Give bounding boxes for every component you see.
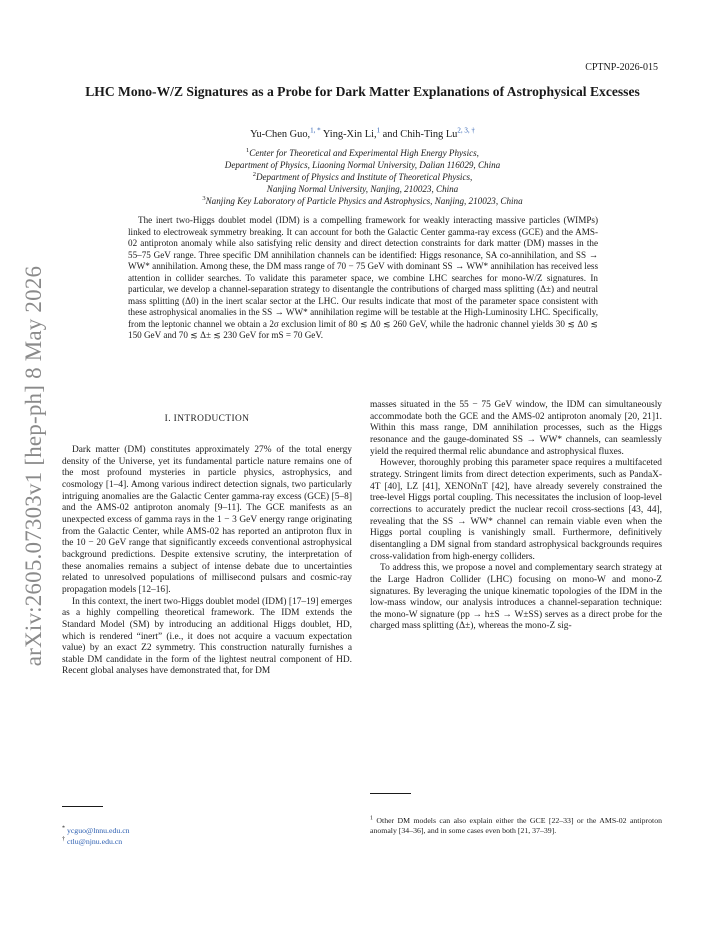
footnote-email: * ycguo@lnnu.edu.cn — [62, 825, 130, 835]
footnote-1 — [370, 816, 662, 836]
footnote-email: † ctlu@njnu.edu.cn — [62, 835, 123, 846]
affiliation-line: $^1$Center for Theoretical and Experimental High Energy Physics, — [246, 146, 479, 158]
body-paragraph: masses situated in the 55 − 75 GeV window, the IDM can simultaneously accommodate both the GCE and the AMS-02 antiproton anomaly [20, 21]1. Within this mass range, DM annihilation processes, such as the Higgs resonance and the gauge-dominated SS → WW* channels, can seamlessly yield the required thermal relic abundance and astrophysical fluxes. — [370, 400, 662, 457]
footnote-mark: 1 — [370, 815, 373, 822]
affiliations — [60, 147, 665, 207]
author-separator: and — [382, 129, 398, 140]
author-name: Ying-Xin Li, — [322, 129, 377, 140]
affiliation-line: Nanjing Normal University, Nanjing, 210023, China — [266, 184, 459, 195]
affiliation-line: $^3$Nanjing Key Laboratory of Particle Physics and Astrophysics, Nanjing, 210023, China — [202, 195, 523, 207]
paper-title: LHC Mono-W/Z Signatures as a Probe for Dark Matter Explanations of Astrophysical Excesses — [85, 84, 640, 99]
right-column — [370, 400, 662, 633]
footnote-rule-left — [62, 806, 103, 807]
abstract — [128, 215, 598, 342]
section-heading-introduction: I. INTRODUCTION — [164, 414, 250, 424]
email-link[interactable]: ycguo@lnnu.edu.cn — [66, 826, 130, 835]
affiliation-line: Department of Physics, Liaoning Normal University, Dalian 116029, China — [224, 160, 501, 171]
arxiv-identifier-stamp — [14, 256, 54, 676]
author-name: Chih-Ting Lu — [400, 129, 458, 140]
footnote-rule-right — [370, 793, 411, 794]
email-link[interactable]: ctlu@njnu.edu.cn — [66, 836, 123, 846]
abstract-text: The inert two-Higgs doublet model (IDM) is a compelling framework for weakly interacting massive particles (WIMPs) linked to electroweak symmetry breaking. It can account for both the Galactic Center gamma-ray excess (GCE) and the AMS-02 antiproton anomaly while also satisfying relic density and direct detection constraints for dark matter (DM) masses in the 55–75 GeV range. Three specific DM annihilation channels can be identified: Higgs resonance, SA co-annihilation, and SS → WW* annihilation. Among these, the DM mass range of 70 − 75 GeV with dominant SS → WW* annihilation has received less attention in collider searches. To validate this parameter space, we combine LHC searches for mono-W/Z signatures. In particular, we develop a channel-separation strategy to disentangle the contributions of charged mass splitting (Δ±) and neutral mass splitting (Δ0) in the inert scalar sector at the LHC. Our results indicate that most of the parameter space consistent with these astrophysical anomalies in the SS → WW* annihilation regime will be testable at the High-Luminosity LHC. Specifically, from the leptonic channel we obtain a 2σ exclusion limit of 80 ≲ Δ0 ≲ 260 GeV, while the hadronic channel yields 30 ≲ Δ0 ≲ 150 GeV and 70 ≲ Δ± ≲ 230 GeV for mS = 70 GeV. — [128, 215, 598, 341]
author-marks[interactable]: 1 — [376, 126, 381, 135]
left-column — [62, 445, 352, 678]
author-footnotes — [62, 826, 352, 847]
arxiv-identifier-text[interactable]: arXiv:2605.07303v1 [hep-ph] 8 May 2026 — [21, 265, 46, 667]
footnote-text: Other DM models can also explain either the GCE [22–33] or the AMS-02 antiproton anomaly [34–36], and in some cases even both [21, 37–39]. — [370, 816, 662, 836]
author-marks[interactable]: 1, * — [310, 126, 321, 135]
author-list — [60, 126, 665, 140]
body-paragraph: However, thoroughly probing this parameter space requires a multifaceted strategy. Stringent limits from direct detection experiments, such as PandaX-4T [40], LZ [41], XENONnT [42], have already severely constrained the tree-level Higgs portal coupling. This necessitates the inclusion of loop-level corrections to accurately predict the nuclear recoil cross-sections [43, 44], revealing that the SS → WW* channel can remain viable even when the Higgs portal coupling is vanishingly small. Furthermore, definitively disentangling a DM signal from standard astrophysical backgrounds requires cross-validation from high-energy colliders. — [370, 458, 662, 562]
affiliation-line: $^2$Department of Physics and Institute of Theoretical Physics, — [252, 171, 473, 183]
report-number: CPTNP-2026-015 — [585, 62, 658, 73]
author-name: Yu-Chen Guo, — [250, 129, 311, 140]
body-paragraph: To address this, we propose a novel and complementary search strategy at the Large Hadron Collider (LHC) focusing on mono-W and mono-Z signatures. By leveraging the unique kinematic topologies of the IDM in the low-mass window, our analysis introduces a channel-separation technique: the mono-W signature (pp → h±S → W±SS) serves as a direct probe for the charged mass splitting (Δ±), whereas the mono-Z sig- — [370, 563, 662, 632]
body-paragraph: In this context, the inert two-Higgs doublet model (IDM) [17–19] emerges as a highly compelling theoretical framework. The IDM extends the Standard Model (SM) by introducing an additional Higgs doublet, HD, which is rendered “inert” (i.e., it does not acquire a vacuum expectation value) by an exact Z2 symmetry. This construction naturally furnishes a stable DM candidate in the form of the lightest neutral component of HD. Recent global analyses have demonstrated that, for DM — [62, 596, 352, 677]
body-paragraph: Dark matter (DM) constitutes approximately 27% of the total energy density of the Universe, yet its fundamental particle nature remains one of the most profound mysteries in particle physics, astrophysics, and cosmology [1–4]. Among various indirect detection signals, two particularly intriguing anomalies are the Galactic Center gamma-ray excess (GCE) [5–8] and the AMS-02 antiproton anomaly [9–11]. The GCE manifests as an unexpected excess of gamma rays in the 1 − 3 GeV energy range originating from the Galactic Center, while AMS-02 has reported an antiproton flux in the 10 − 20 GeV range that significantly exceeds conventional astrophysical background predictions. Despite extensive scrutiny, the interpretation of these anomalies remains a subject of intense debate due to uncertainties related to unresolved populations of millisecond pulsars and cosmic-ray propagation models [12–16]. — [62, 445, 352, 595]
author-marks[interactable]: 2, 3, † — [457, 126, 475, 135]
